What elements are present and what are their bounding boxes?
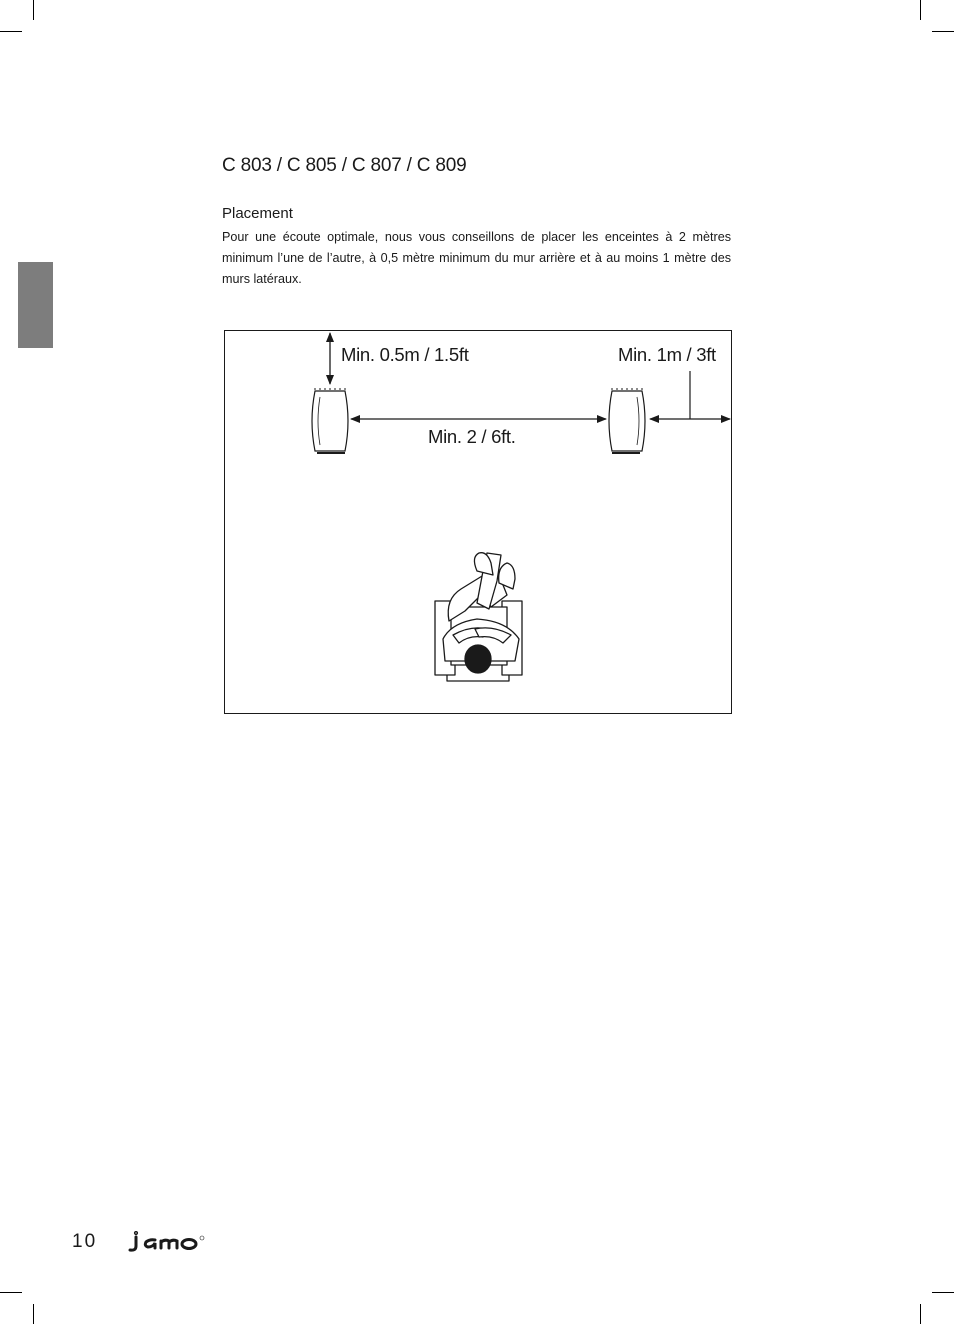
crop-mark-tr-v bbox=[920, 0, 921, 20]
left-speaker-icon bbox=[312, 389, 348, 453]
section-body: Pour une écoute optimale, nous vous conseillons de placer les enceintes à 2 mètres minimum l’une de l’autre, à 0,5 mètre minimum du mur arrière et à au moins 1 mètre des murs latéraux. bbox=[222, 230, 731, 286]
page-number: 10 bbox=[72, 1231, 98, 1252]
between-speakers-label: Min. 2 / 6ft. bbox=[428, 426, 516, 447]
crop-mark-tl-h bbox=[0, 31, 22, 32]
crop-mark-bl-v bbox=[33, 1304, 34, 1324]
placement-drawing bbox=[225, 331, 731, 713]
crop-mark-tr-h bbox=[932, 31, 954, 32]
side-wall-label: Min. 1m / 3ft bbox=[618, 344, 716, 365]
right-speaker-icon bbox=[609, 389, 645, 453]
placement-diagram bbox=[224, 330, 732, 714]
crop-mark-tl-v bbox=[33, 0, 34, 20]
section-heading: Placement bbox=[222, 205, 293, 222]
crop-mark-bl-h bbox=[0, 1292, 22, 1293]
crop-mark-br-h bbox=[932, 1292, 954, 1293]
crop-mark-br-v bbox=[920, 1304, 921, 1324]
page-title: C 803 / C 805 / C 807 / C 809 bbox=[222, 155, 467, 176]
back-wall-label: Min. 0.5m / 1.5ft bbox=[341, 344, 469, 365]
jamo-logo bbox=[128, 1231, 208, 1258]
language-tab bbox=[18, 262, 53, 348]
listener-chair-icon bbox=[435, 553, 522, 681]
jamo-logo-mark bbox=[128, 1231, 208, 1253]
